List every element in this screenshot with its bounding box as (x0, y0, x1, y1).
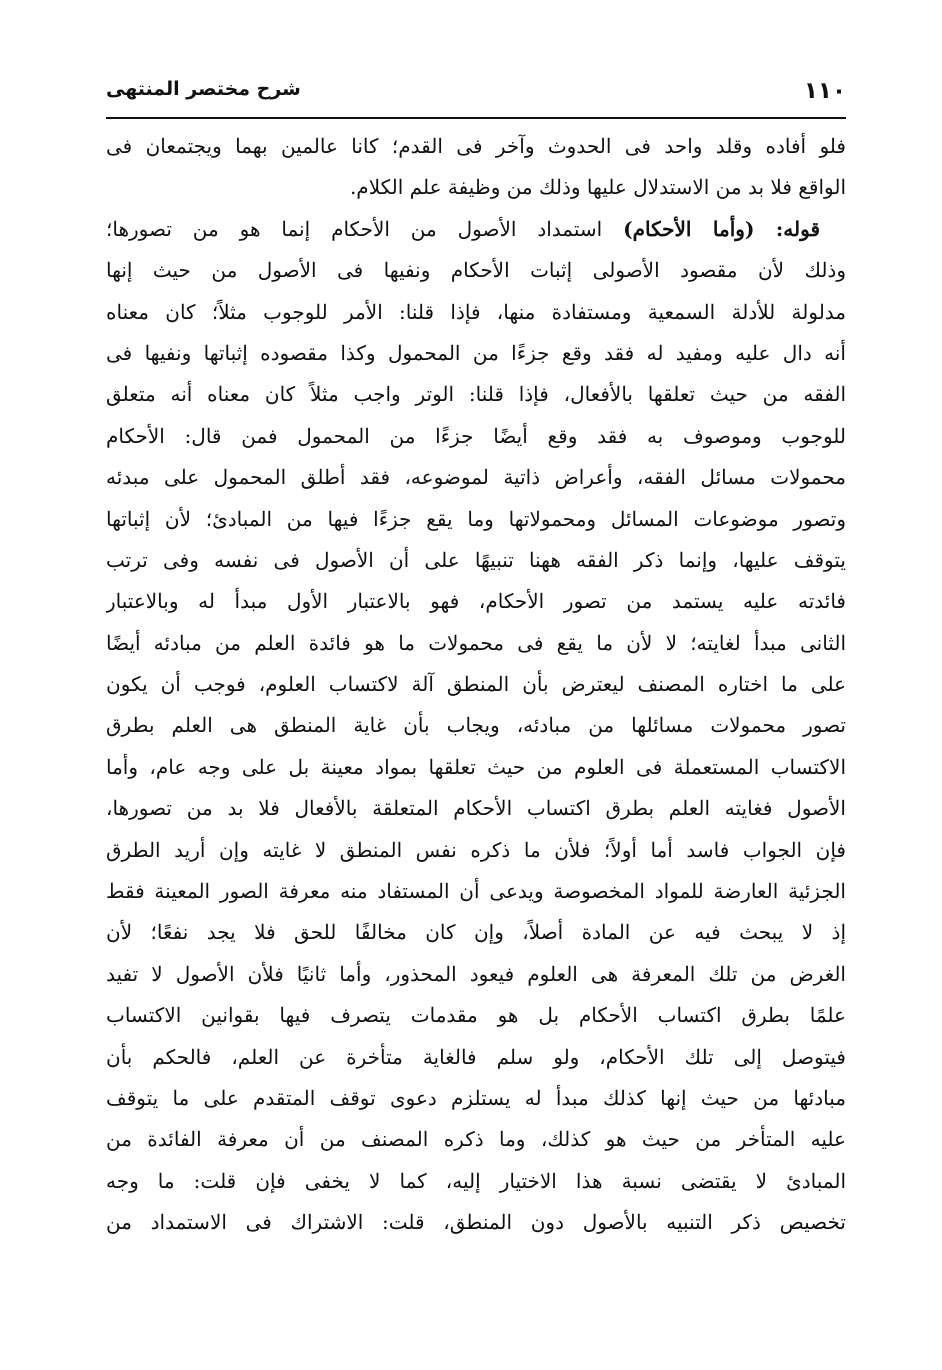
paragraph-start-line (106, 209, 846, 250)
text-line-1: فلو أفاده وقلد واحد فى الحدوث وآخر فى القدم؛ كانا عالمين بهما ويجتمعان فى (106, 134, 846, 158)
text-line-23: فيتوصل إلى تلك الأحكام، ولو سلم فالغاية متأخرة عن العلم، فالحكم بأن (106, 1044, 846, 1069)
text-line-12: فائدته عليه يستمد من تصور الأحكام، فهو بالاعتبار الأول مبدأ له وبالاعتبار (106, 589, 846, 614)
text-line-18: فإن الجواب فاسد أما أولاً؛ فلأن ما ذكره نفس المنطق لا غايته وإن أريد الطرق (106, 837, 846, 862)
text-line-14: على ما اختاره المصنف ليعترض بأن المنطق آلة لاكتساب العلوم، فوجب أن يكون (106, 672, 846, 697)
text-line-8: للوجوب وموصوف به فقد وقع أيضًا جزءًا من المحمول فمن قال: الأحكام (106, 423, 846, 448)
running-header (106, 74, 846, 114)
text-line-25: عليه المتأخر من حيث هو كذلك، وما ذكره المصنف من أن معرفة الفائدة من (106, 1127, 846, 1152)
text-line-27: تخصيص ذكر التنبيه بالأصول دون المنطق، قلت: الاشتراك فى الاستمداد من (106, 1210, 846, 1235)
quoted-heading: قوله: (وأما الأحكام) (623, 216, 821, 241)
text-line-5: مدلولة للأدلة السمعية ومستفادة منها، فإذا قلنا: الأمر للوجوب مثلاً؛ كان معناه (106, 299, 846, 324)
book-title: شرح مختصر المنتهى (106, 78, 301, 100)
paragraph-start-text: استمداد الأصول من الأحكام إنما هو من تصورها؛ (106, 216, 603, 241)
text-line-17: الأصول فغايته العلم بطرق اكتساب الأحكام المتعلقة بالأفعال فلا بد من تصورها، (106, 796, 846, 821)
text-line-24: مبادئها من حيث إنها كذلك مبدأ له يستلزم دعوى توقف المتقدم على ما يتوقف (106, 1085, 846, 1110)
text-line-15: تصور محمولات مسائلها من مبادئه، ويجاب بأن غاية المنطق هى العلم بطرق (106, 713, 846, 738)
text-line-9: محمولات مسائل الفقه، وأعراض ذاتية لموضوعه، فقد أطلق المحمول على مبدئه (106, 465, 846, 490)
text-line-16: الاكتساب المستعملة فى العلوم من حيث تعلقها بمواد معينة بل على وجه عام، وأما (106, 754, 846, 779)
text-line-21: الغرض من تلك المعرفة هى العلوم فيعود المحذور، وأما ثانيًا فلأن الأصول لا تفيد (106, 961, 846, 986)
text-line-2: الواقع فلا بد من الاستدلال عليها وذلك من وظيفة علم الكلام. (349, 175, 846, 200)
text-line-22: علمًا بطرق اكتساب الأحكام بل هو مقدمات يتصرف فيها بقوانين الاكتساب (106, 1003, 846, 1028)
text-line-13: الثانى مبدأ لغايته؛ لا لأن ما يقع فى محمولات ما هو فائدة العلم من مبادئه أيضًا (106, 630, 846, 655)
page-number: ١١٠ (803, 78, 846, 104)
text-line-19: الجزئية العارضة للمواد المخصوصة ويدعى أن المستفاد منه معرفة الصور المعينة فقط (106, 879, 846, 904)
text-line-7: الفقه من حيث تعلقها بالأفعال، فإذا قلنا: الوتر واجب مثلاً كان معناه أنه متعلق (106, 382, 846, 407)
text-line-20: إذ لا يبحث فيه عن المادة أصلاً، وإن كان مخالفًا للحق فلا يجد نفعًا؛ لأن (106, 920, 846, 945)
text-line-4: وذلك لأن مقصود الأصولى إثبات الأحكام ونفيها فى الأصول من حيث إنها (106, 258, 846, 283)
header-rule (106, 117, 846, 119)
text-line-26: المبادئ لا يقتضى نسبة هذا الاختيار إليه، كما لا يخفى فإن قلت: ما وجه (106, 1168, 846, 1193)
body-text (106, 126, 846, 1244)
text-line-11: يتوقف عليها، وإنما ذكر الفقه ههنا تنبيهًا على أن الأصول فى نفسه وفى ترتب (106, 547, 846, 572)
text-line-10: وتصور موضوعات المسائل ومحمولاتها وما يقع جزءًا فيها من المبادئ؛ لأن إثباتها (106, 506, 846, 531)
text-line-6: أنه دال عليه ومفيد له فقد وقع جزءًا من المحمول وكذا مقصوده إثباتها ونفيها فى (106, 340, 846, 365)
